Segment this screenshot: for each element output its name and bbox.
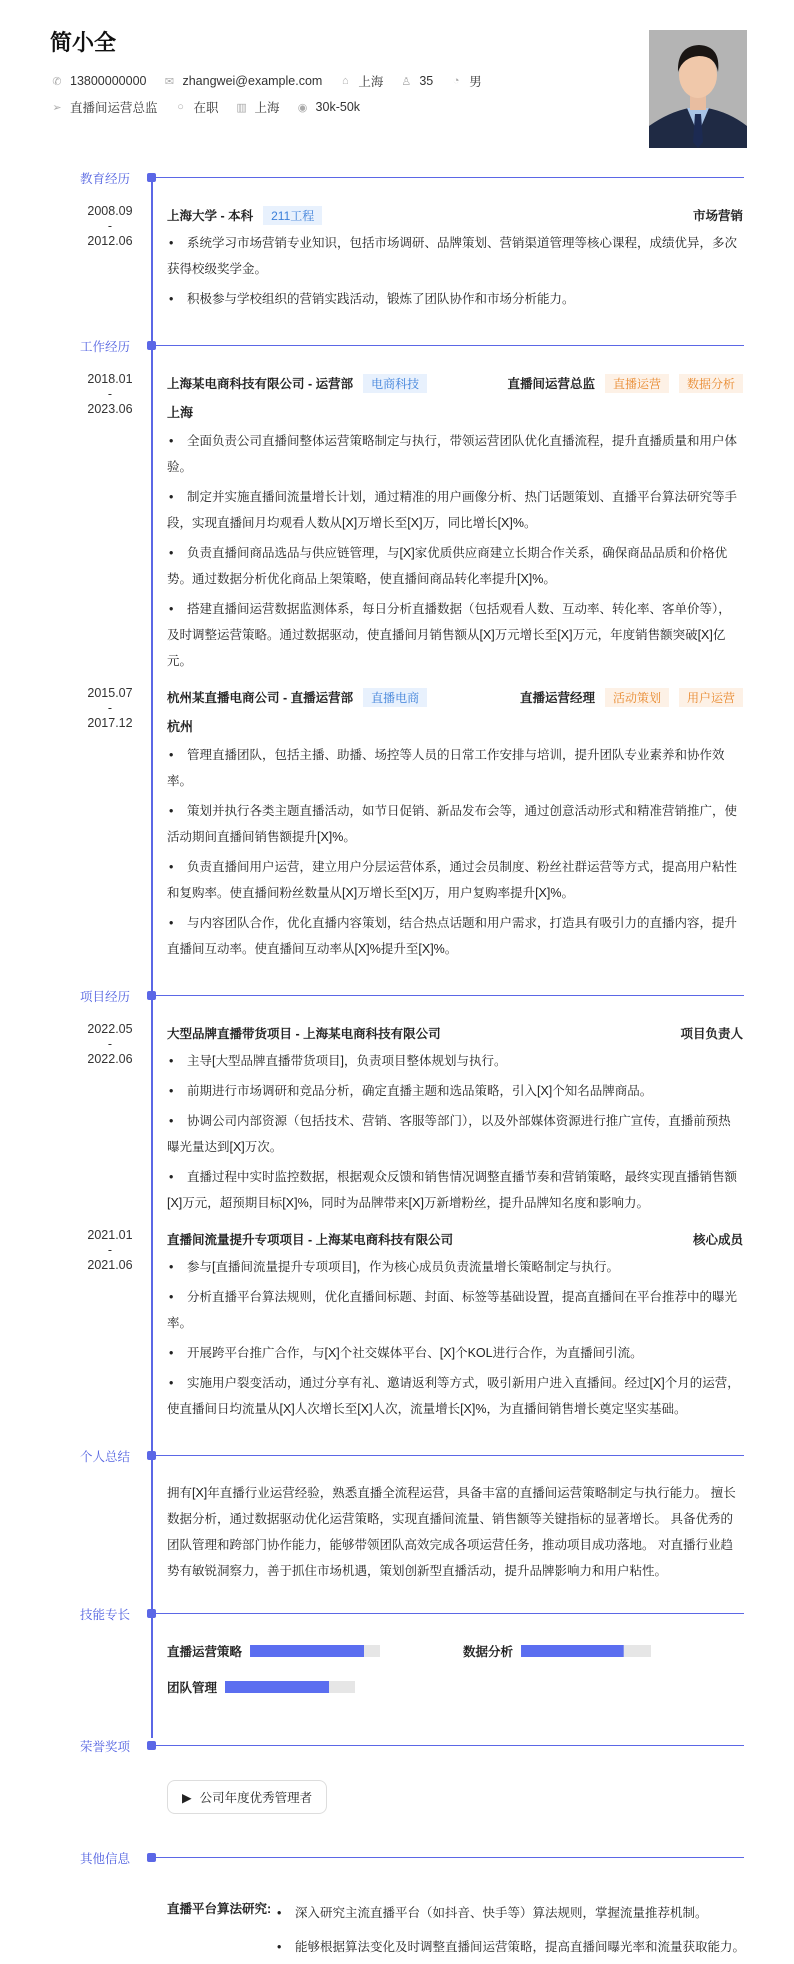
date-dash: - [107,1243,113,1257]
bullet-item: • 协调公司内部资源（包括技术、营销、客服等部门），以及外部媒体资源进行推广宣传，直播前预热曝光量达到[X]万次。 [167,1108,743,1160]
start-date: 2008.09 [87,204,133,218]
company-title: 杭州某直播电商公司 - 直播运营部 [167,691,354,705]
start-date: 2018.01 [87,372,133,386]
bullet-item: • 参与[直播间流量提升专项项目]，作为核心成员负责流量增长策略制定与执行。 [167,1254,743,1280]
end-date: 2023.06 [87,402,133,416]
bullet-item: • 管理直播团队，包括主播、助播、场控等人员的日常工作安排与培训，提升团队专业素养和协作效率。 [167,742,743,794]
skill-item [167,1642,463,1660]
section-divider [155,1613,744,1614]
date-dash: - [107,387,113,401]
end-date: 2021.06 [87,1258,133,1272]
start-date: 2015.07 [87,686,133,700]
other-info [0,1896,794,1964]
skill-bar-fill [225,1681,329,1693]
project-title: 直播间流量提升专项项目 - 上海某电商科技有限公司 [167,1233,454,1247]
job-role: 直播运营经理 [519,691,595,705]
end-date: 2022.06 [87,1052,133,1066]
work-entry [0,686,794,962]
skill-item [167,1678,355,1696]
section-education [0,166,794,190]
job-role: 直播间运营总监 [507,377,595,391]
bullet-item: • 实施用户裂变活动，通过分享有礼、邀请返利等方式，吸引新用户进入直播间。经过[X]个月的运营，使直播间日均流量从[X]人次增长至[X]人次，流量增长[X]%，为直播间销售增长奠定坚实基础。 [167,1370,743,1422]
bullet-item: • 系统学习市场营销专业知识，包括市场调研、品牌策划、营销渠道管理等核心课程，成绩优异，多次获得校级奖学金。 [167,230,743,282]
industry-tag: 直播电商 [363,688,427,707]
skill-bar [225,1681,355,1693]
other-item: • 深入研究主流直播平台（如抖音、快手等）算法规则，掌握流量推荐机制。 [277,1896,745,1930]
work-entry [0,372,794,674]
section-awards [0,1734,794,1758]
major: 市场营销 [692,209,743,223]
section-title: 技能专长 [79,1608,130,1622]
candidate-name: 简小全 [50,30,117,55]
project-entry [0,1228,794,1422]
salary-icon: ◉ [297,101,308,114]
section-title: 其他信息 [79,1852,130,1866]
mail-icon: ✉ [164,75,175,88]
award-name: 公司年度优秀管理者 [199,1791,313,1805]
date-range [80,686,140,731]
bullet-item: • 主导[大型品牌直播带货项目]，负责项目整体规划与执行。 [167,1048,743,1074]
target-city: 上海 [254,101,280,115]
section-divider [155,1455,744,1456]
status: 在职 [193,101,219,115]
bullet-item: • 开展跨平台推广合作，与[X]个社交媒体平台、[X]个KOL进行合作，为直播间引流。 [167,1340,743,1366]
date-range [80,1022,140,1067]
bullet-item: • 分析直播平台算法规则，优化直播间标题、封面、标签等基础设置，提高直播间在平台推荐中的曝光率。 [167,1284,743,1336]
skills-list [0,1642,794,1696]
section-projects [0,984,794,1008]
age: 35 [419,74,434,88]
section-divider [155,1857,744,1858]
section-skills [0,1602,794,1626]
date-range [80,1228,140,1273]
work-location: 上海 [167,405,194,420]
bullet-item: • 搭建直播间运营数据监测体系，每日分析直播数据（包括观看人数、互动率、转化率、客单价等），及时调整运营策略。通过数据驱动，使直播间月销售额从[X]万元增长至[X]万元，年度销售额突破[X]亿元。 [167,596,743,674]
bullet-item: • 负责直播间用户运营，建立用户分层运营体系，通过会员制度、粉丝社群运营等方式，提高用户粘性和复购率。使直播间粉丝数量从[X]万增长至[X]万，用户复购率提升[X]%。 [167,854,743,906]
skill-name: 团队管理 [167,1681,218,1695]
industry-tag: 电商科技 [363,374,427,393]
skill-name: 直播运营策略 [167,1645,243,1659]
end-date: 2017.12 [87,716,133,730]
end-date: 2012.06 [87,234,133,248]
other-item: • 能够根据算法变化及时调整直播间运营策略，提高直播间曝光率和流量获取能力。 [277,1930,745,1964]
work-location: 杭州 [167,719,194,734]
home-icon: ⌂ [342,75,349,87]
gender-icon: ◔ [452,75,460,87]
section-title: 工作经历 [79,340,130,354]
date-dash: - [107,219,113,233]
skill-bar-fill [521,1645,624,1657]
skill-item [463,1642,759,1660]
section-divider [155,345,744,346]
education-entry [0,204,794,312]
contact-row-1 [50,72,492,90]
caret-right-icon: ▶ [182,1790,192,1805]
role-tag: 直播运营 [605,374,669,393]
bullet-item: • 全面负责公司直播间整体运营策略制定与执行，带领运营团队优化直播流程，提升直播质量和用户体验。 [167,428,743,480]
school-title: 上海大学 - 本科 [167,209,254,223]
status-icon: ○ [177,101,184,113]
bullet-item: • 负责直播间商品选品与供应链管理，与[X]家优质供应商建立长期合作关系，确保商品品质和价格优势。通过数据分析优化商品上架策略，使直播间商品转化率提升[X]%。 [167,540,743,592]
company-title: 上海某电商科技有限公司 - 运营部 [167,377,354,391]
bullet-item: • 前期进行市场调研和竞品分析，确定直播主题和选品策略，引入[X]个知名品牌商品。 [167,1078,743,1104]
bullet-item: • 积极参与学校组织的营销实践活动，锻炼了团队协作和市场分析能力。 [167,286,743,312]
section-title: 个人总结 [79,1450,130,1464]
section-title: 项目经历 [79,990,130,1004]
skill-bar [521,1645,651,1657]
bullet-item: • 策划并执行各类主题直播活动，如节日促销、新品发布会等，通过创意活动形式和精准营销推广，使活动期间直播间销售额提升[X]%。 [167,798,743,850]
avatar-photo [649,30,747,148]
section-divider [155,177,744,178]
other-label: 直播平台算法研究: [167,1902,272,1916]
date-dash: - [107,1037,113,1051]
section-summary [0,1444,794,1468]
project-role: 项目负责人 [680,1027,743,1041]
section-title: 教育经历 [79,172,130,186]
school-tag: 211工程 [263,206,322,225]
city: 上海 [358,75,384,89]
role-tag: 数据分析 [679,374,743,393]
role-tag: 用户运营 [679,688,743,707]
summary-text: 拥有[X]年直播行业运营经验，熟悉直播全流程运营，具备丰富的直播间运营策略制定与执行能力。 擅长数据分析，通过数据驱动优化运营策略，实现直播间流量、销售额等关键指标的显著增长。 具备优秀的团队管理和跨部门协作能力，能够带领团队高效完成各项运营任务，推动项目成功落地。 对直播行业趋势有敏锐洞察力，善于抓住市场机遇，策划创新型直播活动，提升品牌影响力和用户粘性。 [167,1486,736,1578]
project-role: 核心成员 [692,1233,743,1247]
age-icon: ♙ [401,75,412,88]
start-date: 2022.05 [87,1022,133,1036]
section-other [0,1846,794,1870]
bullet-item: • 制定并实施直播间流量增长计划，通过精准的用户画像分析、热门话题策划、直播平台算法研究等手段，实现直播间月均观看人数从[X]万增长至[X]万，同比增长[X]%。 [167,484,743,536]
bullet-item: • 直播过程中实时监控数据，根据观众反馈和销售情况调整直播节奏和营销策略，最终实现直播销售额[X]万元，超预期目标[X]%，同时为品牌带来[X]万新增粉丝，提升品牌知名度和影响力。 [167,1164,743,1216]
salary: 30k-50k [315,100,361,114]
date-dash: - [107,701,113,715]
award-item[interactable] [167,1780,327,1814]
project-entry [0,1022,794,1216]
section-divider [155,995,744,996]
portrait-icon [649,30,747,148]
resume-body [0,166,794,1964]
target-role: 直播间运营总监 [70,101,158,115]
building-icon: ▥ [236,101,247,114]
phone: 13800000000 [70,74,147,88]
skill-bar [250,1645,380,1657]
skill-name: 数据分析 [463,1645,514,1659]
date-range [80,204,140,249]
skill-bar-fill [250,1645,364,1657]
send-icon: ➢ [52,101,62,114]
email: zhangwei@example.com [182,74,323,88]
section-divider [155,1745,744,1746]
start-date: 2021.01 [87,1228,133,1242]
section-work [0,334,794,358]
bullet-item: • 与内容团队合作，优化直播内容策划，结合热点话题和用户需求，打造具有吸引力的直播内容，提升直播间互动率。使直播间互动率从[X]%提升至[X]%。 [167,910,743,962]
date-range [80,372,140,417]
section-title: 荣誉奖项 [79,1740,130,1754]
contact-row-2 [50,98,370,116]
project-title: 大型品牌直播带货项目 - 上海某电商科技有限公司 [167,1027,441,1041]
phone-icon: ✆ [52,75,62,88]
gender: 男 [469,75,482,89]
role-tag: 活动策划 [605,688,669,707]
